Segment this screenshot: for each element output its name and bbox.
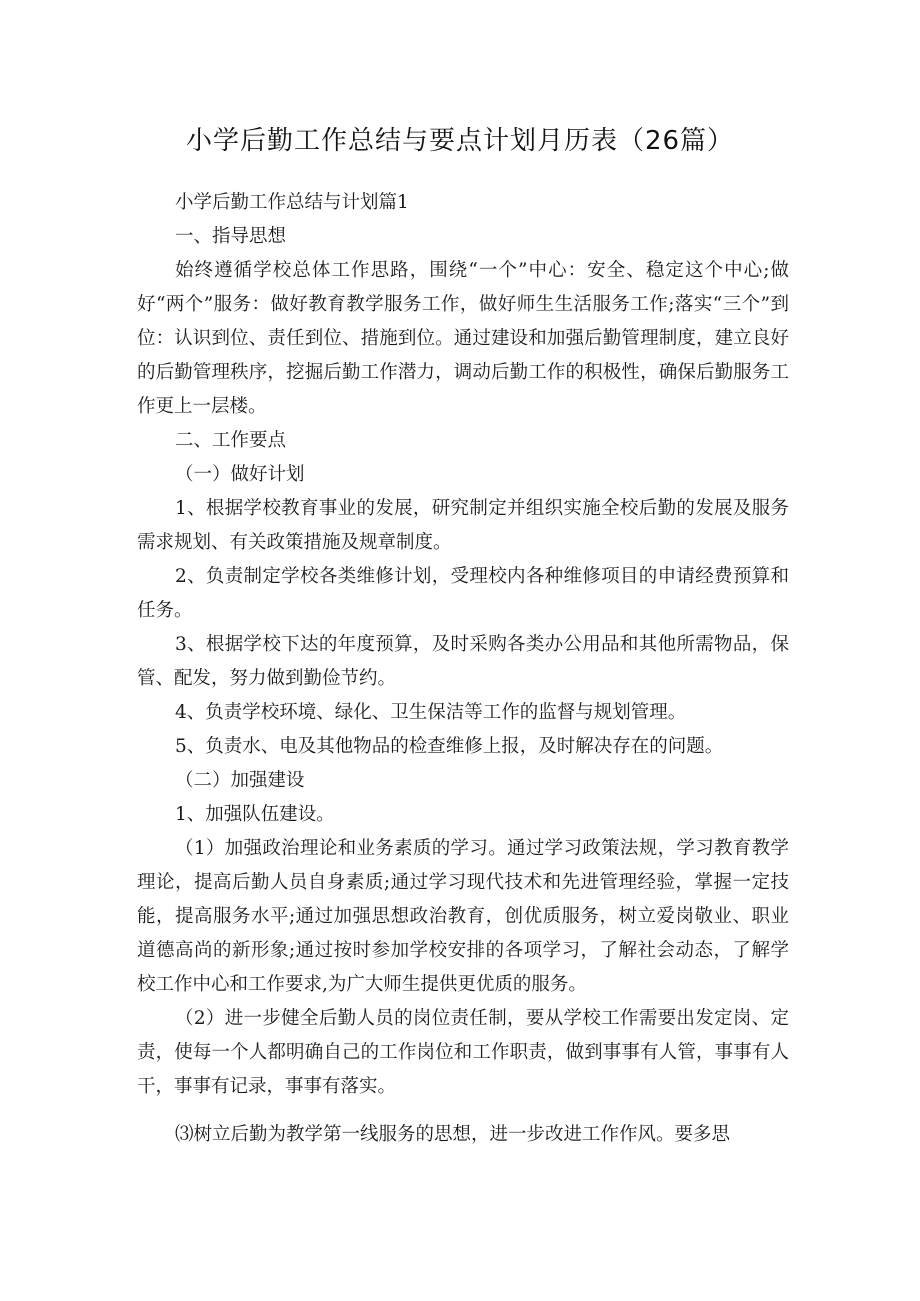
heading-guiding-ideology: 一、指导思想 — [175, 226, 287, 247]
subheading-planning: （一）做好计划 — [175, 464, 305, 485]
paragraph: ⑶树立后勤为教学第一线服务的思想，进一步改进工作作风。要多思 — [175, 1124, 731, 1145]
list-item: 1、根据学校教育事业的发展，研究制定并组织实施全校后勤的发展及服务需求规划、有关政策措施及规章制度。 — [137, 498, 789, 553]
list-item: 4、负责学校环境、绿化、卫生保洁等工作的监督与规划管理。 — [175, 702, 687, 723]
paragraph: （2）进一步健全后勤人员的岗位责任制，要从学校工作需要出发定岗、定责，使每一个人都明确自己的工作岗位和工作职责，做到事事有人管，事事有人干，事事有记录，事事有落实。 — [137, 1008, 789, 1097]
list-item: 3、根据学校下达的年度预算，及时采购各类办公用品和其他所需物品，保管、配发，努力做到勤俭节约。 — [137, 634, 789, 689]
paragraph: 始终遵循学校总体工作思路，围绕“一个”中心：安全、稳定这个中心;做好“两个”服务：做好教育教学服务工作，做好师生生活服务工作;落实“三个”到位：认识到位、责任到位、措施到位。通过建设和加强后勤管理制度，建立良好的后勤管理秩序，挖掘后勤工作潜力，调动后勤工作的积极性，确保后勤服务工作更上一层楼。 — [137, 260, 789, 417]
list-item: 2、负责制定学校各类维修计划，受理校内各种维修项目的申请经费预算和任务。 — [137, 566, 789, 621]
subheading-construction: （二）加强建设 — [175, 770, 305, 791]
paragraph: （1）加强政治理论和业务素质的学习。通过学习政策法规，学习教育教学理论，提高后勤人员自身素质;通过学习现代技术和先进管理经验，掌握一定技能，提高服务水平;通过加强思想政治教育，创优质服务，树立爱岗敬业、职业道德高尚的新形象;通过按时参加学校安排的各项学习，了解社会动态，了解学校工作中心和工作要求,为广大师生提供更优质的服务。 — [137, 838, 789, 995]
heading-work-points: 二、工作要点 — [175, 430, 287, 451]
section-heading: 小学后勤工作总结与计划篇1 — [175, 192, 409, 213]
document-body — [137, 186, 789, 1152]
list-item: 1、加强队伍建设。 — [175, 804, 335, 825]
list-item: 5、负责水、电及其他物品的检查维修上报，及时解决存在的问题。 — [175, 736, 724, 757]
document-title: 小学后勤工作总结与要点计划月历表（26篇） — [185, 126, 735, 156]
